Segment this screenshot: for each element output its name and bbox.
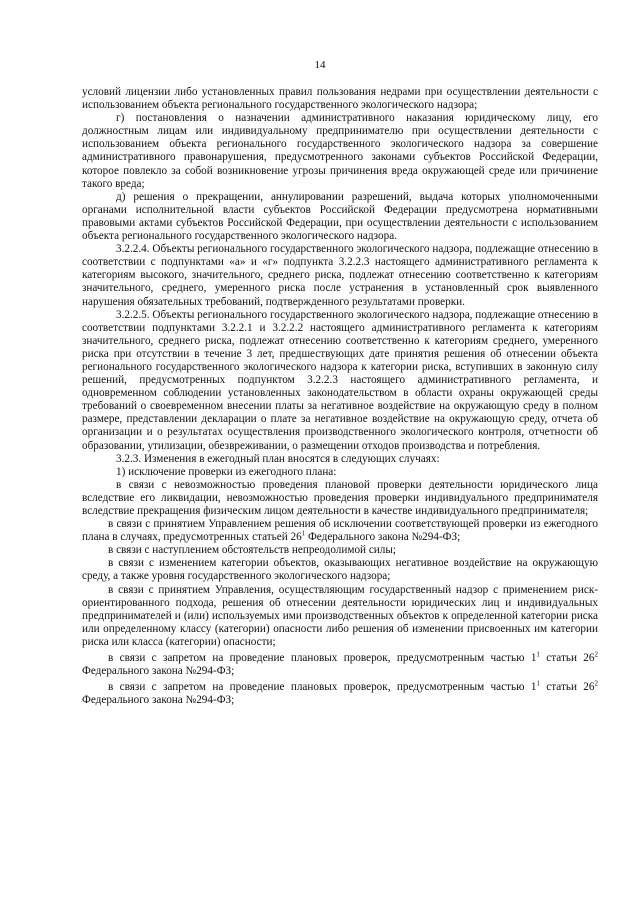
paragraph-ban-2 bbox=[82, 681, 598, 707]
paragraph-exclusion-decision-text: в связи с принятием Управлением решения об исключении соответствующей проверки из ежегодного плана в случаях, предусмотренных статьей 26 bbox=[82, 518, 598, 544]
paragraph-ban-1 bbox=[82, 652, 598, 678]
paragraph-exclusion-decision-tail: Федерального закона №294-ФЗ; bbox=[305, 531, 461, 544]
paragraph-ban-2-mid: статьи 26 bbox=[539, 681, 595, 694]
paragraph-ban-2-text: в связи с запретом на проведение плановых проверок, предусмотренным частью 1 bbox=[108, 681, 537, 694]
superscript: 1 bbox=[536, 650, 540, 659]
paragraph-ban-1-tail: Федерального закона №294-ФЗ; bbox=[82, 665, 235, 678]
superscript: 1 bbox=[301, 529, 306, 538]
paragraph-item-g: г) постановления о назначении административного наказания юридическому лицу, его должностным лицам или индивидуальному предпринимателю при осуществлении деятельности с использованием объекта регионального государственного экологического надзора за совершение административного правонарушения, предусмотренного законами субъектов Российской Федерации, которое повлекло за собой возникновение угрозы причинения вреда окружающей среде или причинение такого вреда; bbox=[82, 112, 598, 190]
paragraph-liquidation: в связи с невозможностью проведения плановой проверки деятельности юридического лица вследствие его ликвидации, невозможностью проведения проверки индивидуального предпринимателя вследствие прекращения физическим лицом деятельности в качестве индивидуального предпринимателя; bbox=[82, 478, 598, 517]
paragraph-ban-2-tail: Федерального закона №294-ФЗ; bbox=[82, 694, 235, 707]
paragraph-category-change: в связи с изменением категории объектов, оказывающих негативное воздействие на окружающую среду, а также уровня государственного экологического надзора; bbox=[82, 557, 598, 583]
superscript: 2 bbox=[594, 650, 598, 659]
paragraph-3-2-2-4: 3.2.2.4. Объекты регионального государственного экологического надзора, подлежащие отнесению в соответствии с подпунктами «а» и «г» подпункта 3.2.2.3 настоящего административного регламента к категориям высокого, значительного, среднего риска, подлежат отнесению соответственно к категориям значительного, среднего, умеренного риска после устранения в установленный срок выявленного нарушения обязательных требований, подтвержденного результатами проверки. bbox=[82, 243, 598, 308]
paragraph-force-majeure: в связи с наступлением обстоятельств непреодолимой силы; bbox=[108, 544, 396, 557]
paragraph-ban-1-mid: статьи 26 bbox=[539, 652, 595, 665]
page-number: 14 bbox=[314, 59, 326, 71]
paragraph-3-2-2-5: 3.2.2.5. Объекты регионального государственного экологического надзора, подлежащие отнесению в соответствии подпунктами 3.2.2.1 и 3.2.2.2 настоящего административного регламента к категориям значительного, среднего риска, подлежат отнесению соответственно к категориям среднего, умеренного риска при отсутствии в течение 3 лет, предшествующих дате принятия решения об отнесении объекта регионального государственного экологического надзора к категории риска, вступивших в законную силу решений, предусмотренных подпунктом 3.2.2.3 настоящего административного регламента, и одновременном соблюдении установленных законодательством в области охраны окружающей среды требований о своевременном внесении платы за негативное воздействие на окружающую среду в полном размере, представлении декларации о плате за негативное воздействие на окружающую среду, отчета об организации и о результатах осуществления производственного экологического контроля, отчетности об образовании, утилизации, обезвреживании, о размещении отходов производства и потребления. bbox=[82, 308, 598, 452]
paragraph-item-d: д) решения о прекращении, аннулировании разрешений, выдача которых уполномоченными органами исполнительной власти субъектов Российской Федерации предусмотрена нормативными правовыми актами субъектов Российской Федерации, при осуществлении деятельности с использованием объекта регионального государственного экологического надзора. bbox=[82, 190, 598, 243]
paragraph-item-1: 1) исключение проверки из ежегодного плана: bbox=[116, 465, 337, 478]
paragraph-exclusion-decision bbox=[82, 518, 598, 544]
superscript: 1 bbox=[536, 679, 540, 688]
superscript: 2 bbox=[594, 679, 598, 688]
paragraph-ban-1-text: в связи с запретом на проведение плановых проверок, предусмотренным частью 1 bbox=[108, 652, 537, 665]
paragraph-license-conditions: условий лицензии либо установленных правил пользования недрами при осуществлении деятельности с использованием объекта регионального государственного экологического надзора; bbox=[82, 86, 598, 112]
paragraph-3-2-3: 3.2.3. Изменения в ежегодный план вносятся в следующих случаях: bbox=[116, 452, 440, 465]
paragraph-risk-approach: в связи с принятием Управления, осуществляющим государственный надзор с применением риск-ориентированного подхода, решения об отнесении деятельности юридических лиц и индивидуальных предпринимателей и (или) используемых ими производственных объектов к определенной категории риска или определенному классу (категории) опасности либо решения об изменении присвоенных им категории риска или класса (категории) опасности; bbox=[82, 583, 598, 648]
